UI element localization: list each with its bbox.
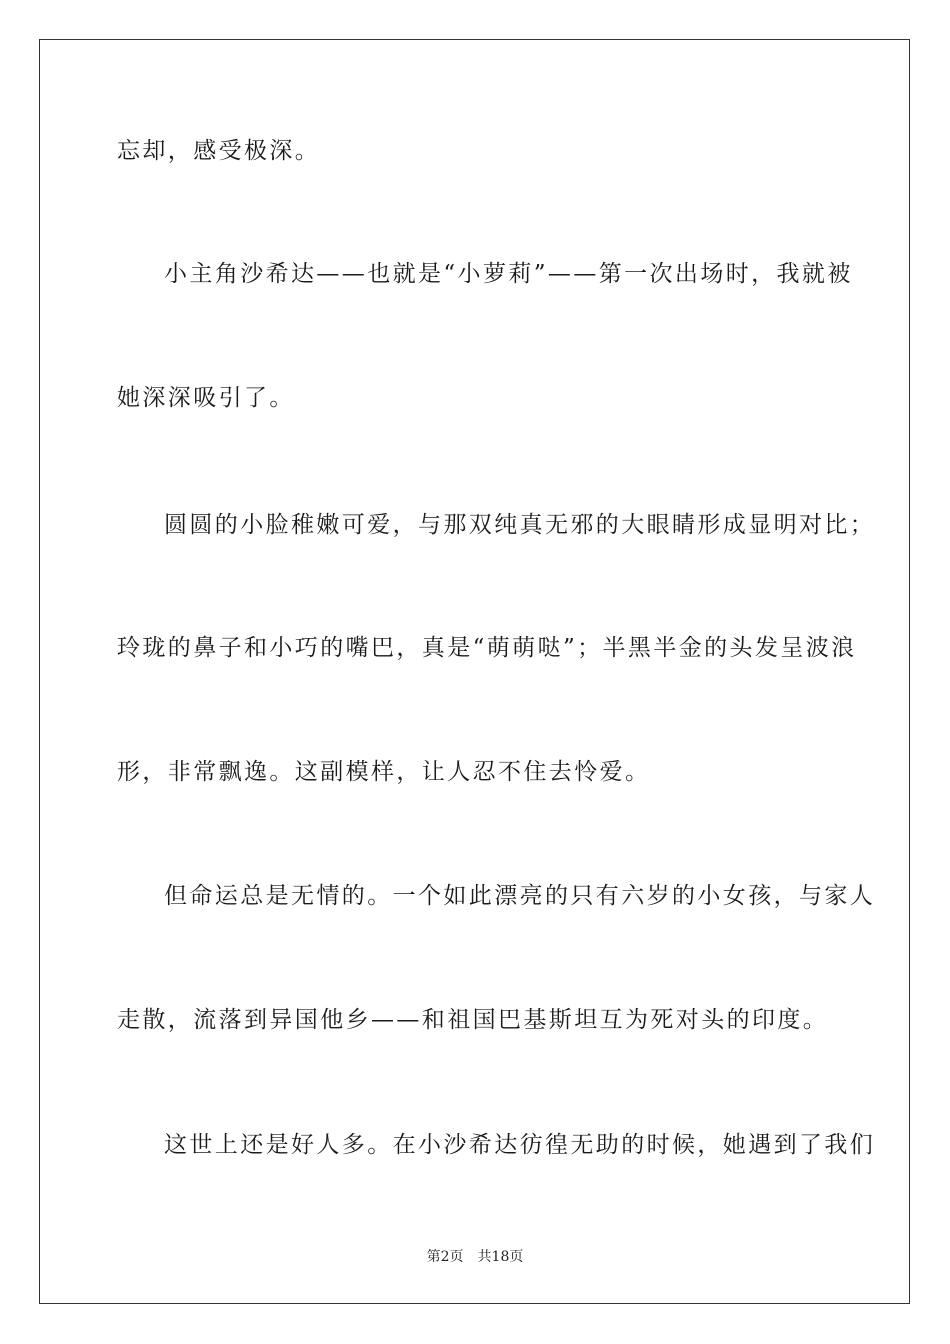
paragraph-start-line: 这世上还是好人多。在小沙希达彷徨无助的时候，她遇到了我们 xyxy=(164,1132,876,1158)
page-footer xyxy=(0,1248,950,1266)
page-number: 第2页 xyxy=(426,1249,464,1265)
page-border xyxy=(39,39,910,1304)
paragraph-start-line: 小主角沙希达——也就是“小萝莉”——第一次出场时，我就被 xyxy=(164,261,853,287)
paragraph-start-line: 但命运总是无情的。一个如此漂亮的只有六岁的小女孩，与家人 xyxy=(164,883,876,909)
text-line: 她深深吸引了。 xyxy=(117,385,295,411)
page-total: 共18页 xyxy=(477,1249,524,1265)
text-line: 忘却，感受极深。 xyxy=(117,138,321,164)
paragraph-start-line: 圆圆的小脸稚嫩可爱，与那双纯真无邪的大眼睛形成显明对比； xyxy=(164,512,876,538)
text-line: 走散，流落到异国他乡——和祖国巴基斯坦互为死对头的印度。 xyxy=(117,1007,829,1033)
text-line: 形，非常飘逸。这副模样，让人忍不住去怜爱。 xyxy=(117,759,651,785)
text-line: 玲珑的鼻子和小巧的嘴巴，真是“萌萌哒”；半黑半金的头发呈波浪 xyxy=(117,635,857,661)
